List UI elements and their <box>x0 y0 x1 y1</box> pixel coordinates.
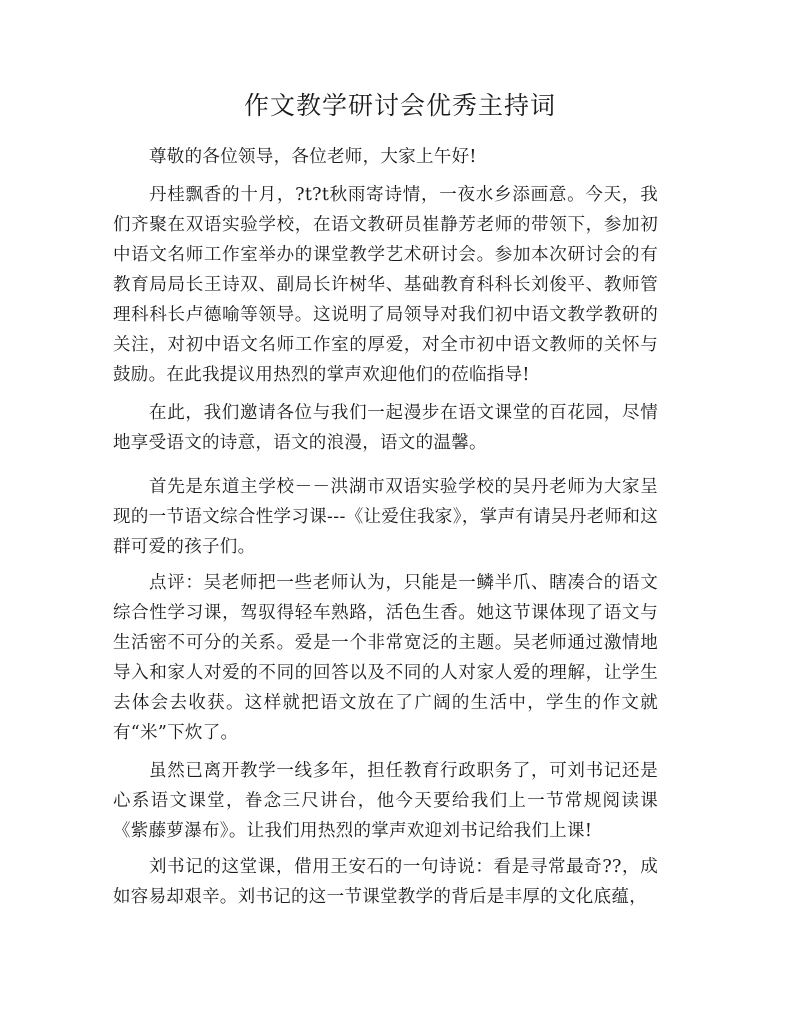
paragraph-second-lesson: 虽然已离开教学一线多年，担任教育行政职务了，可刘书记还是心系语文课堂，眷念三尺讲台，他今天要给我们上一节常规阅读课《紫藤萝瀑布》。让我们用热烈的掌声欢迎刘书记给我们上课! <box>113 761 658 841</box>
paragraph-comment: 点评：吴老师把一些老师认为，只能是一鳞半爪、瞎凑合的语文综合性学习课，驾驭得轻车熟路，活色生香。她这节课体现了语文与生活密不可分的关系。爱是一个非常宽泛的主题。吴老师通过激情地导入和家人对爱的不同的回答以及不同的人对家人爱的理解，让学生去体会去收获。这样就把语文放在了广阔的生活中，学生的作文就有“米”下炊了。 <box>113 573 658 743</box>
document-title: 作文教学研讨会优秀主持词 <box>243 91 556 120</box>
paragraph-opening: 丹桂飘香的十月，?t?t秋雨寄诗情，一夜水乡添画意。今天，我们齐聚在双语实验学校，在语文教研员崔静芳老师的带领下，参加初中语文名师工作室举办的课堂教学艺术研讨会。参加本次研讨会的有教育局局长王诗双、副局长许树华、基础教育科科长刘俊平、教师管理科科长卢德喻等领导。这说明了局领导对我们初中语文教学教研的关注，对初中语文名师工作室的厚爱，对全市初中语文教师的关怀与鼓励。在此我提议用热烈的掌声欢迎他们的莅临指导! <box>113 185 658 385</box>
paragraph-invitation: 在此，我们邀请各位与我们一起漫步在语文课堂的百花园，尽情地享受语文的诗意，语文的浪漫，语文的温馨。 <box>113 403 658 453</box>
paragraph-closing: 刘书记的这堂课，借用王安石的一句诗说：看是寻常最奇??，成如容易却艰辛。刘书记的这一节课堂教学的背后是丰厚的文化底蕴， <box>113 857 658 907</box>
paragraph-greeting: 尊敬的各位领导，各位老师，大家上午好! <box>149 147 477 167</box>
paragraph-first-lesson: 首先是东道主学校－－洪湖市双语实验学校的吴丹老师为大家呈现的一节语文综合性学习课---《让爱住我家》，掌声有请吴丹老师和这群可爱的孩子们。 <box>113 477 658 557</box>
